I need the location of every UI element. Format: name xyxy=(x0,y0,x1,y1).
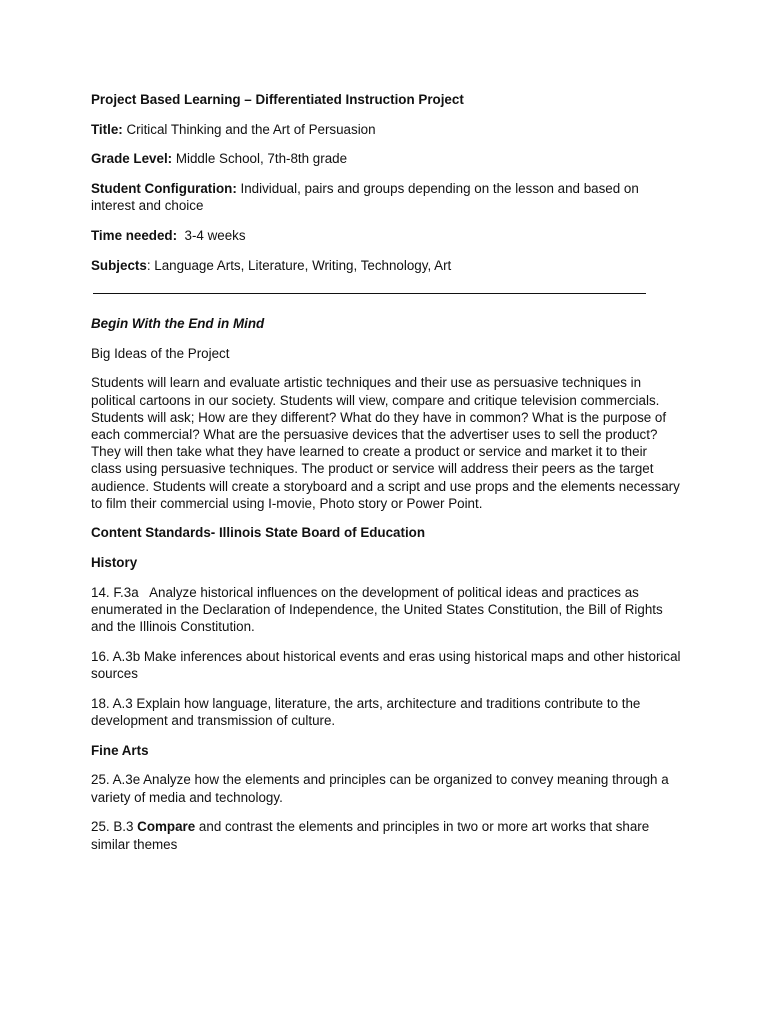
grade-level-value: Middle School, 7th-8th grade xyxy=(172,151,348,167)
history-heading: History xyxy=(91,555,138,571)
subjects-line xyxy=(91,257,681,274)
time-needed-line xyxy=(91,227,681,244)
divider-line xyxy=(93,293,646,294)
time-needed-value: 3-4 weeks xyxy=(177,228,246,244)
title-value: Critical Thinking and the Art of Persuasion xyxy=(122,121,376,137)
fine-arts-standard-25b xyxy=(91,818,681,852)
time-needed-label: Time needed: xyxy=(91,228,178,244)
content-standards-heading: Content Standards- Illinois State Board of Education xyxy=(91,525,426,541)
standard-25b-prefix: 25. B.3 xyxy=(91,819,138,835)
title-line xyxy=(91,121,681,138)
student-configuration-line xyxy=(91,180,681,214)
big-ideas-paragraph: Students will learn and evaluate artistic techniques and their use as persuasive techniques in political cartoons in our society. Students will view, compare and critique television commercials. Students will ask; How are they different? What do they have in common? What is the purpose of each commercial? What are the persuasive devices that the advertiser uses to sell the product? They will then take what they have learned to create a product or service and market it to their class using persuasive techniques. The product or service will address their peers as the target audience. Students will create a storyboard and a script and use props and the elements necessary to film their commercial using I-movie, Photo story or Power Point. xyxy=(91,375,680,511)
grade-level-line xyxy=(91,150,681,167)
subjects-value: : Language Arts, Literature, Writing, Technology, Art xyxy=(146,257,452,273)
student-configuration-value: Individual, pairs and groups depending on the lesson and based on interest and choice xyxy=(91,181,639,214)
document-page xyxy=(91,91,681,853)
history-standard-14: 14. F.3a Analyze historical influences on the development of political ideas and practices as enumerated in the Declaration of Independence, the United States Constitution, the Bill of Rights and the Illinois Constitution. xyxy=(91,584,667,635)
fine-arts-standard-25a: 25. A.3e Analyze how the elements and principles can be organized to convey meaning through a variety of media and technology. xyxy=(91,772,669,805)
grade-level-label: Grade Level: xyxy=(91,151,173,167)
big-ideas-heading: Big Ideas of the Project xyxy=(91,345,230,361)
student-configuration-label: Student Configuration: xyxy=(91,181,237,197)
standard-25b-suffix: and contrast the elements and principles in two or more art works that share similar themes xyxy=(91,819,650,852)
subjects-label: Subjects xyxy=(91,257,147,273)
section-heading: Begin With the End in Mind xyxy=(91,315,265,331)
document-heading: Project Based Learning – Differentiated Instruction Project xyxy=(91,92,464,107)
fine-arts-heading: Fine Arts xyxy=(91,742,149,758)
standard-25b-bold: Compare xyxy=(137,819,196,835)
history-standard-16: 16. A.3b Make inferences about historical events and eras using historical maps and other historical sources xyxy=(91,648,681,682)
title-label: Title: xyxy=(91,121,123,137)
history-standard-18: 18. A.3 Explain how language, literature, the arts, architecture and traditions contribute to the development and transmission of culture. xyxy=(91,695,641,729)
